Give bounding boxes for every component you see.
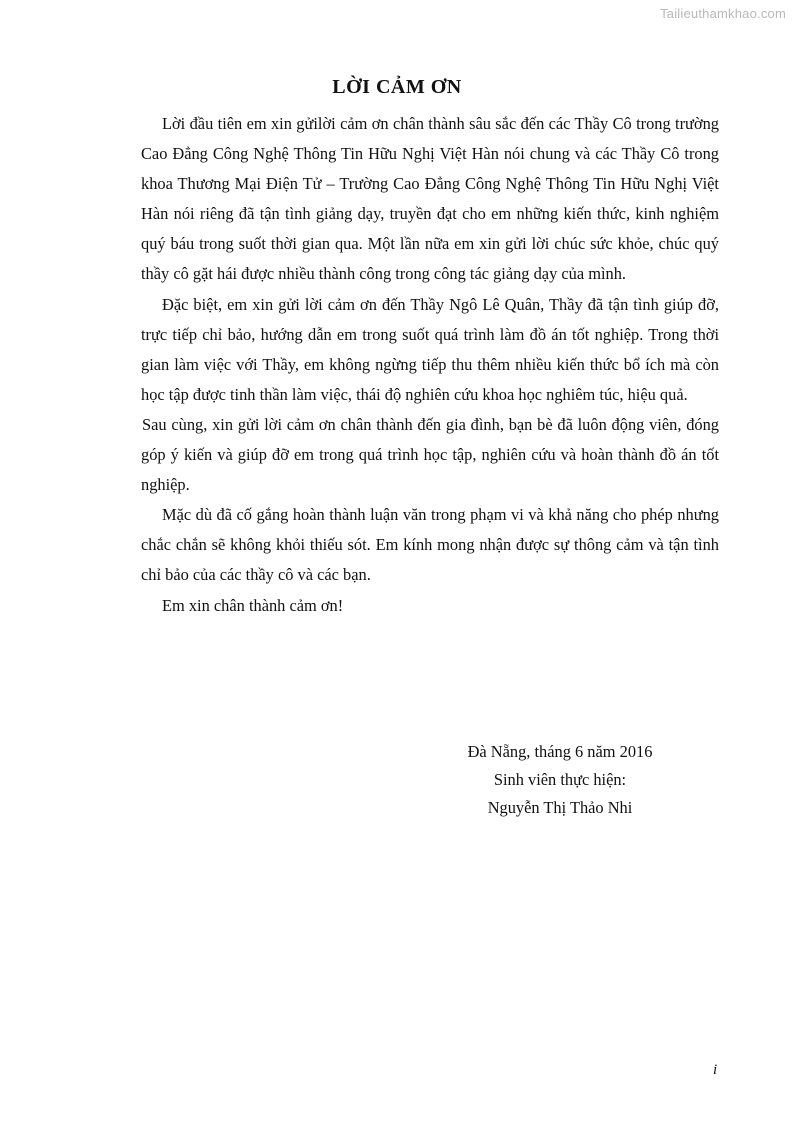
signature-role: Sinh viên thực hiện: <box>493 770 627 789</box>
signature-name: Nguyễn Thị Thảo Nhi <box>487 798 633 817</box>
paragraph-intro: Lời đầu tiên em xin gửilời cảm ơn chân thành sâu sắc đến các Thầy Cô trong trường Cao Đẳng Công Nghệ Thông Tin Hữu Nghị Việt Hàn nói chung và các Thầy Cô trong khoa Thương Mại Điện Tử – Trường Cao Đẳng Công Nghệ Thông Tin Hữu Nghị Việt Hàn nói riêng đã tận tình giảng dạy, truyền đạt cho em những kiến thức, kinh nghiệm quý báu trong suốt thời gian qua. Một lần nữa em xin gửi lời chúc sức khỏe, chúc quý thầy cô gặt hái được nhiều thành công trong công tác giảng dạy của mình. <box>141 114 719 284</box>
page-title: LỜI CẢM ƠN <box>332 76 462 98</box>
paragraph-family: Sau cùng, xin gửi lời cảm ơn chân thành đến gia đình, bạn bè đã luôn động viên, đóng góp ý kiến và giúp đỡ em trong quá trình học tập, nghiên cứu và hoàn thành đồ án tốt nghiệp. <box>141 414 719 495</box>
paragraph-closing: Em xin chân thành cảm ơn! <box>162 595 344 615</box>
signature-place-date: Đà Nẵng, tháng 6 năm 2016 <box>467 742 653 761</box>
watermark: Tailieuthamkhao.com <box>660 6 786 21</box>
document-body <box>141 109 719 621</box>
signature-block <box>420 738 700 822</box>
paragraph-apology: Mặc dù đã cố gắng hoàn thành luận văn trong phạm vi và khả năng cho phép nhưng chắc chắn sẽ không khỏi thiếu sót. Em kính mong nhận được sự thông cảm và tận tình chỉ bảo của các thầy cô và các bạn. <box>141 505 719 585</box>
paragraph-advisor: Đặc biệt, em xin gửi lời cảm ơn đến Thầy Ngô Lê Quân, Thầy đã tận tình giúp đỡ, trực tiếp chỉ bảo, hướng dẫn em trong suốt quá trình làm đồ án tốt nghiệp. Trong thời gian làm việc với Thầy, em không ngừng tiếp thu thêm nhiều kiến thức bổ ích mà còn học tập được tinh thần làm việc, thái độ nghiên cứu khoa học nghiêm túc, hiệu quả. <box>141 294 719 404</box>
page-number: i <box>713 1062 718 1078</box>
